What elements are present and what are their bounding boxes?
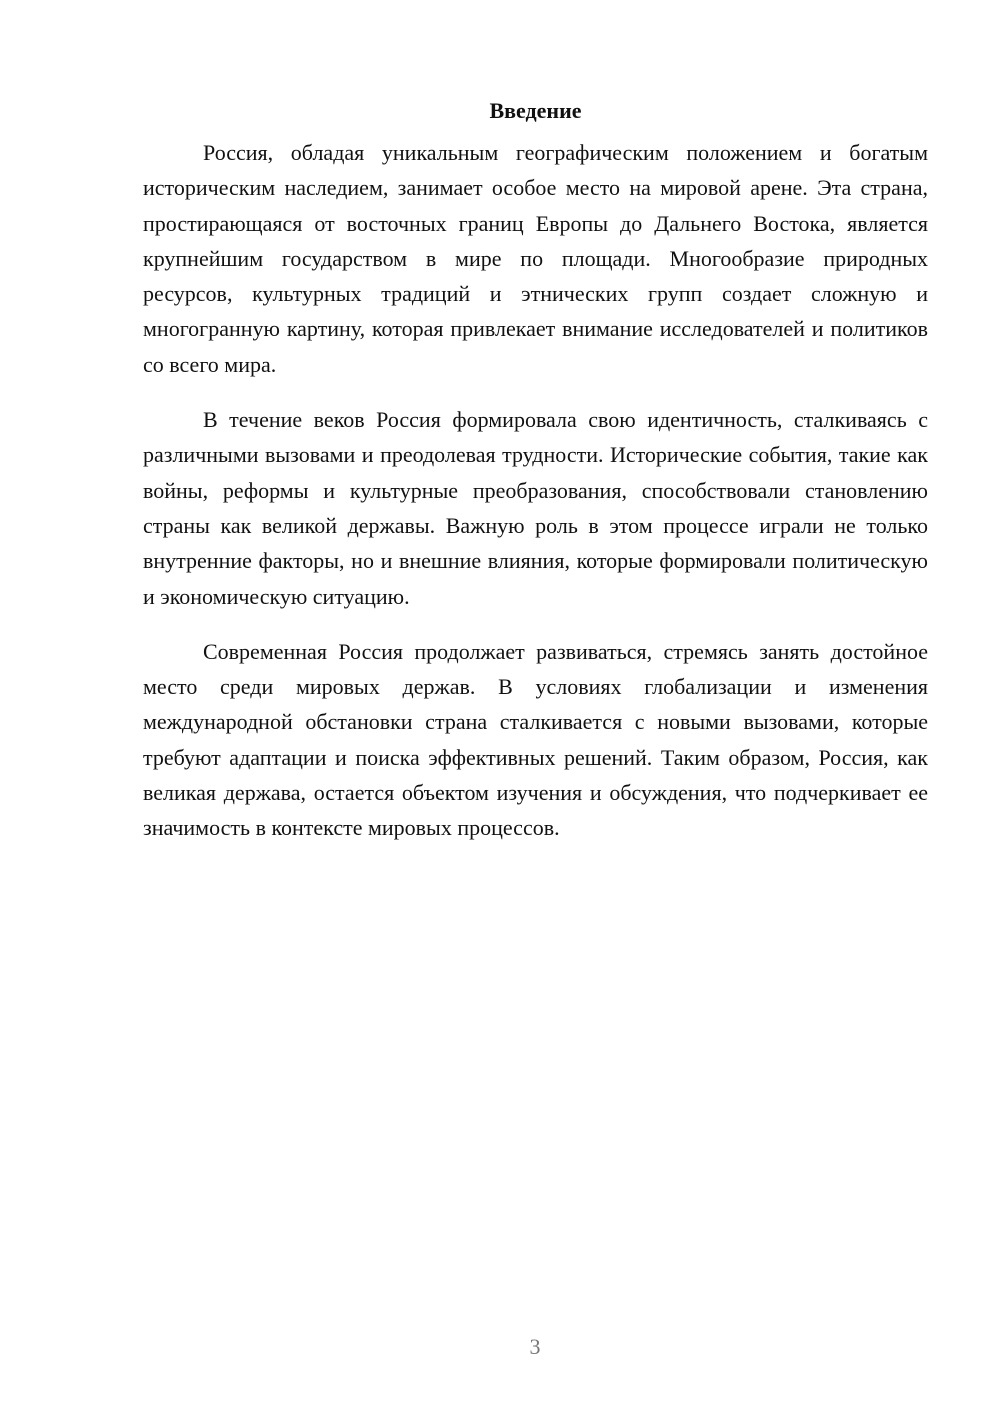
page-content bbox=[143, 95, 928, 866]
paragraph-1: Россия, обладая уникальным географическим положением и богатым историческим наследием, занимает особое место на мировой арене. Эта страна, простирающаяся от восточных границ Европы до Дальнего Востока, является крупнейшим государством в мире по площади. Многообразие природных ресурсов, культурных традиций и этнических групп создает сложную и многогранную картину, которая привлекает внимание исследователей и политиков со всего мира. bbox=[143, 140, 928, 377]
paragraph-2: В течение веков Россия формировала свою идентичность, сталкиваясь с различными вызовами и преодолевая трудности. Исторические события, такие как войны, реформы и культурные преобразования, способствовали становлению страны как великой державы. Важную роль в этом процессе играли не только внутренние факторы, но и внешние влияния, которые формировали политическую и экономическую ситуацию. bbox=[143, 407, 928, 609]
section-heading: Введение bbox=[489, 98, 582, 123]
page-number: 3 bbox=[529, 1334, 541, 1359]
paragraph-3: Современная Россия продолжает развиваться, стремясь занять достойное место среди мировых держав. В условиях глобализации и изменения международной обстановки страна сталкивается с новыми вызовами, которые требуют адаптации и поиска эффективных решений. Таким образом, Россия, как великая держава, остается объектом изучения и обсуждения, что подчеркивает ее значимость в контексте мировых процессов. bbox=[143, 638, 928, 841]
